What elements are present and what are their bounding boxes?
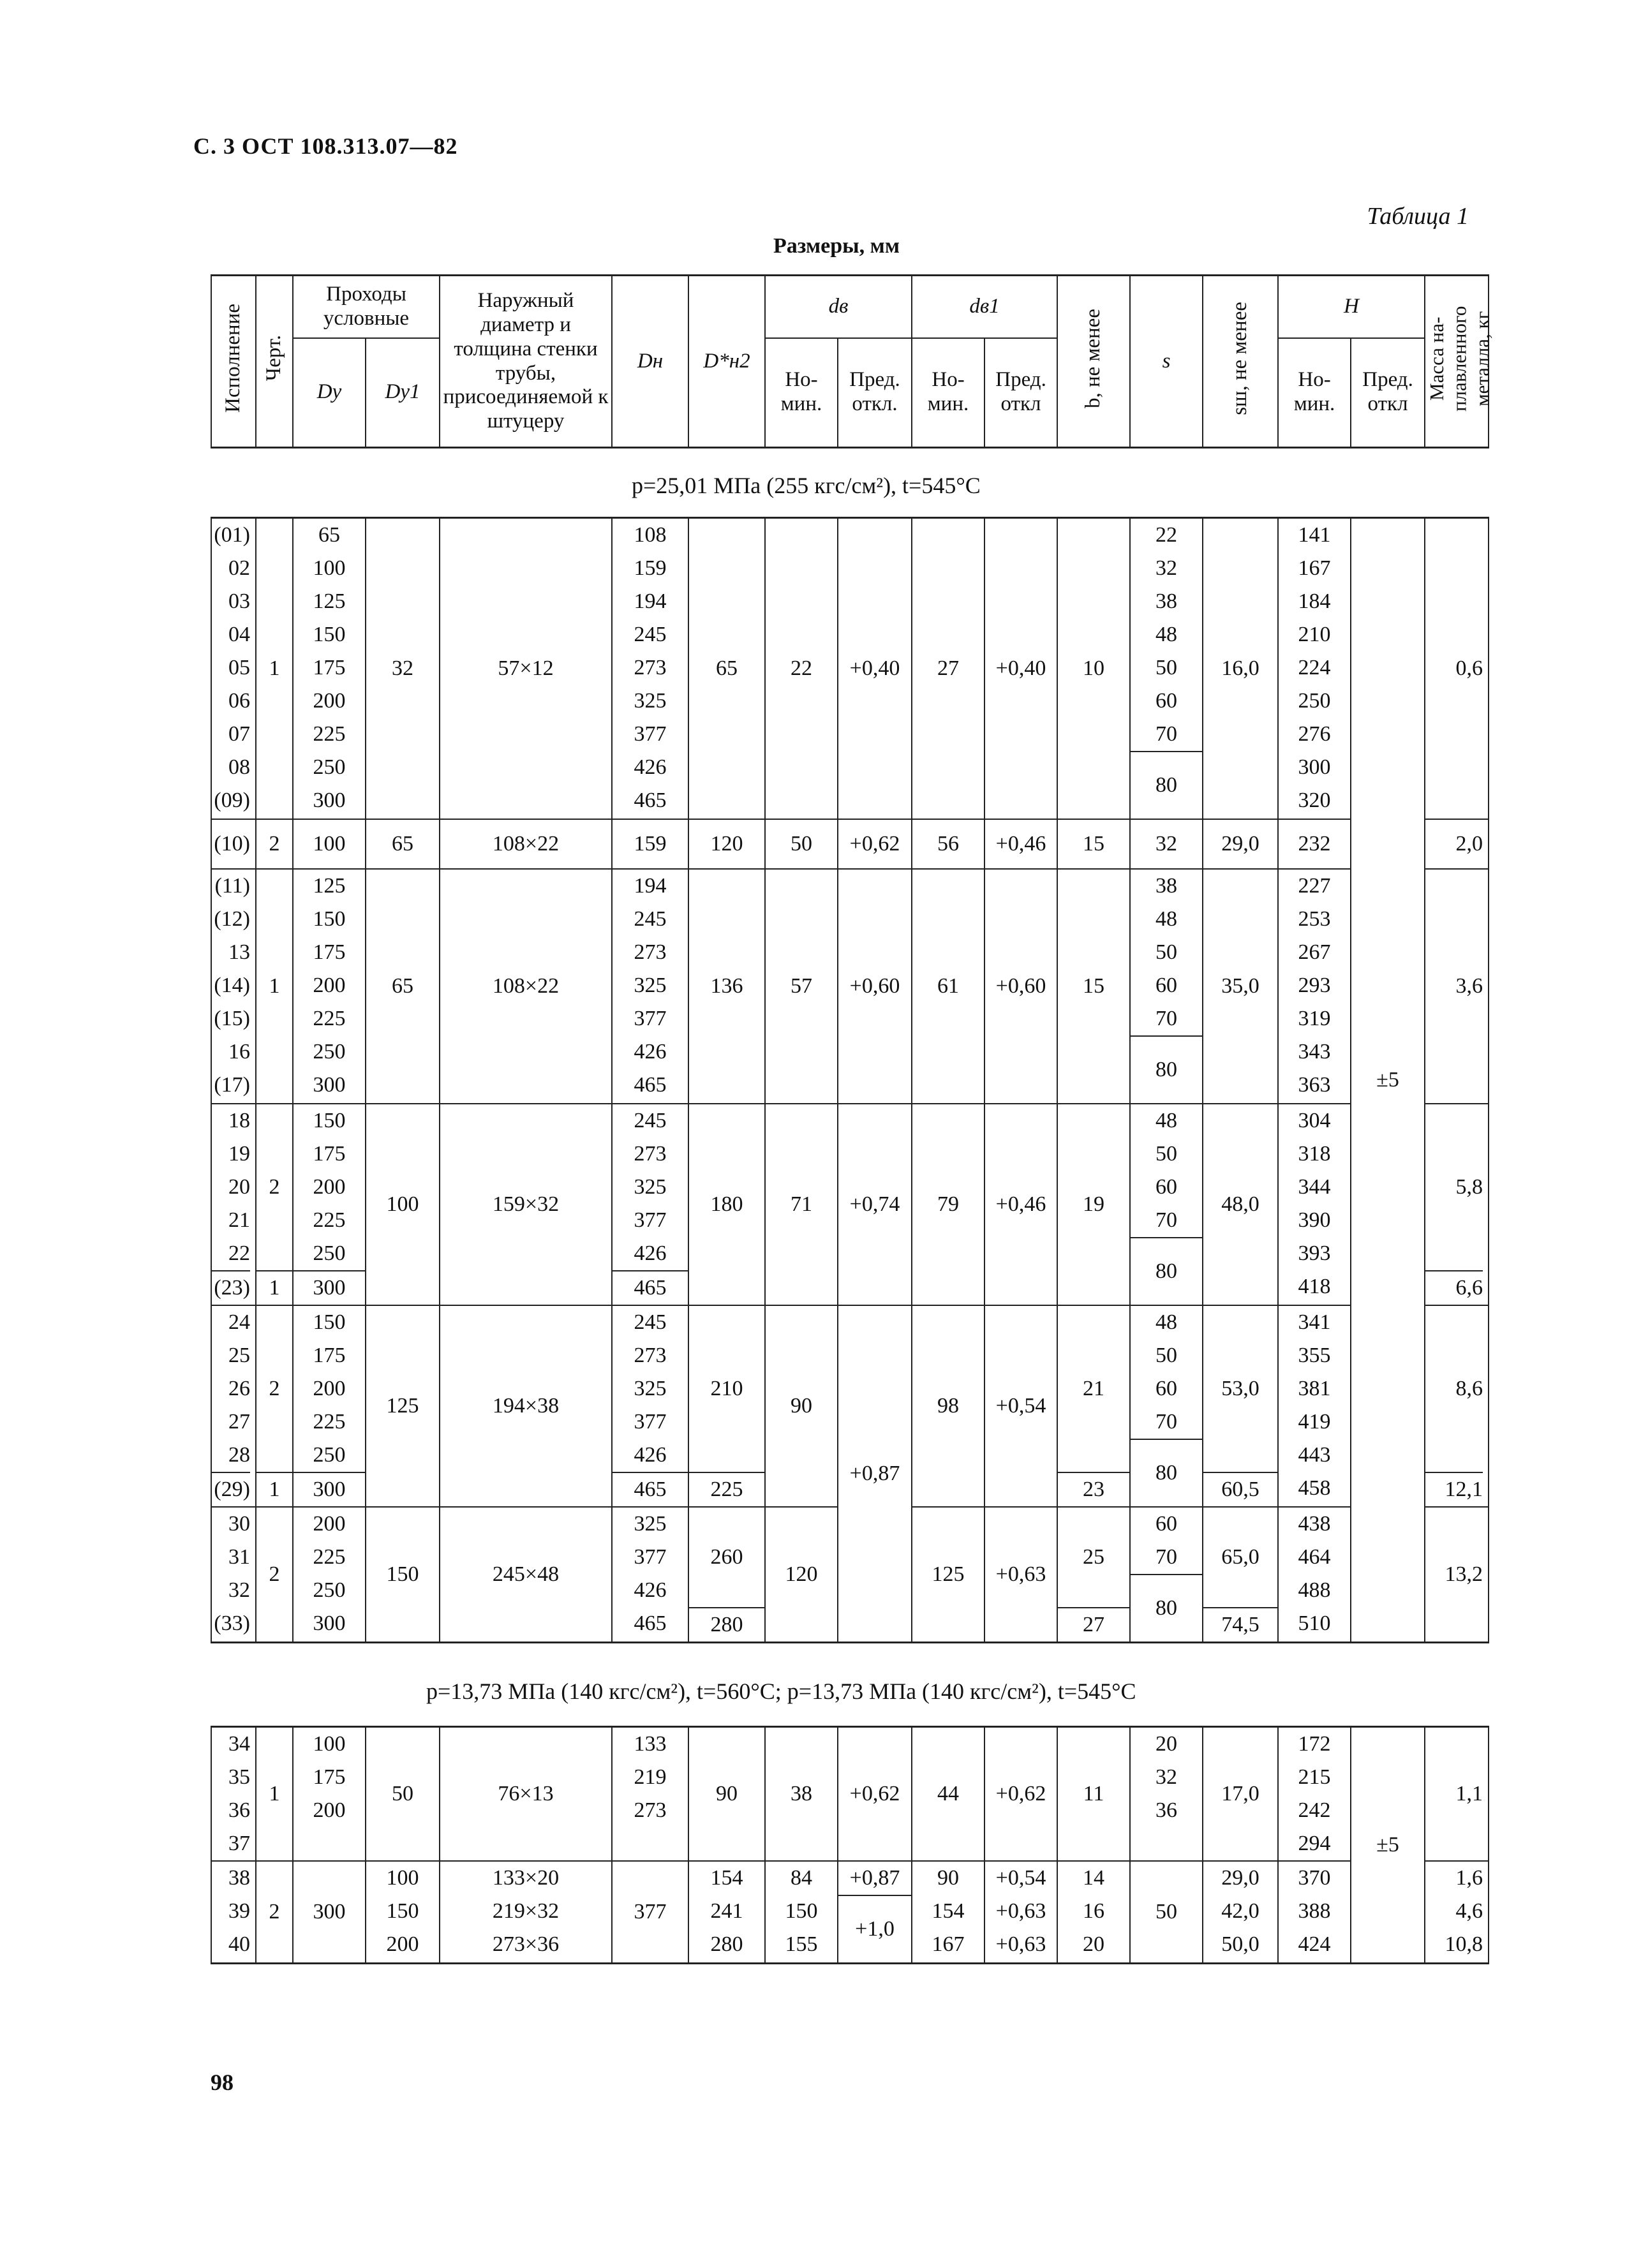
g4-dv1: 79	[912, 1104, 984, 1305]
g6-b: 25 27	[1057, 1507, 1130, 1643]
g1-s: 22 32 38 48 50 60 70 80	[1130, 518, 1203, 820]
h-tolerance-1: ±5	[1351, 518, 1425, 1643]
g3-dy1: 65	[366, 869, 440, 1104]
g3-b: 15	[1057, 869, 1130, 1104]
g5-b: 21 23	[1057, 1305, 1130, 1507]
g3-isp: (11) (12) 13 (14) (15) 16 (17)	[211, 869, 256, 1104]
col-dn2: D*н2	[688, 276, 765, 448]
table-caption: Размеры, мм	[773, 234, 900, 258]
g3-dv1-tol: +0,60	[984, 869, 1057, 1104]
g1-mass: 0,6	[1425, 518, 1489, 820]
g7-dv1: 44	[912, 1727, 984, 1862]
g6-mass: 13,2	[1425, 1507, 1489, 1643]
g5-mass: 8,6 12,1	[1425, 1305, 1489, 1507]
col-mass: Масса на- плавленного металла, кг	[1425, 276, 1489, 448]
condition-1: p=25,01 МПа (255 кгс/см²), t=545°С	[632, 473, 981, 498]
g8-dy: 300	[293, 1861, 366, 1964]
g6-dy: 200 225 250 300	[293, 1507, 366, 1643]
g1-pipe: 57×12	[440, 518, 612, 820]
col-dv: dв	[765, 276, 912, 338]
table-row	[211, 819, 1489, 869]
g1-dy1: 32	[366, 518, 440, 820]
g3-h: 227 253 267 293 319 343 363	[1278, 869, 1351, 1104]
g2-dn2: 120	[688, 819, 765, 869]
col-dy: Dу	[293, 338, 366, 448]
g8-isp: 38 39 40	[211, 1861, 256, 1964]
table-body-2	[211, 1726, 1489, 1964]
table-row	[211, 1727, 1489, 1862]
col-dy1: Dу1	[366, 338, 440, 448]
g5-chert: 2 1	[256, 1305, 293, 1507]
table-number: Таблица 1	[1367, 203, 1469, 230]
g8-dy1: 100 150 200	[366, 1861, 440, 1964]
col-b: b, не менее	[1057, 276, 1130, 448]
g3-mass: 3,6	[1425, 869, 1489, 1104]
g1-dn2: 65	[688, 518, 765, 820]
g7-dv-tol: +0,62	[838, 1727, 912, 1862]
g8-chert: 2	[256, 1861, 293, 1964]
g3-dv1: 61	[912, 869, 984, 1104]
g2-dn: 159	[612, 819, 688, 869]
g7-sw: 17,0	[1203, 1727, 1278, 1862]
g5-pipe: 194×38	[440, 1305, 612, 1507]
g5-dv1: 98	[912, 1305, 984, 1507]
page-header: С. 3 ОСТ 108.313.07—82	[193, 133, 458, 159]
g4-dn: 245 273 325 377 426 465	[612, 1104, 688, 1305]
g5-isp: 24 25 26 27 28 (29)	[211, 1305, 256, 1507]
g6-pipe: 245×48	[440, 1507, 612, 1643]
g5-dv1-tol: +0,54	[984, 1305, 1057, 1507]
g6-dv1-tol: +0,63	[984, 1507, 1057, 1643]
g7-pipe: 76×13	[440, 1727, 612, 1862]
g6-dv1: 125	[912, 1507, 984, 1643]
g6-dy1: 150	[366, 1507, 440, 1643]
g2-h: 232	[1278, 819, 1351, 869]
g8-dv1: 90 154 167	[912, 1861, 984, 1964]
g2-chert: 2	[256, 819, 293, 869]
g8-dn: 377	[612, 1861, 688, 1964]
g1-h: 141 167 184 210 224 250 276 300 320	[1278, 518, 1351, 820]
table-body-1	[211, 517, 1489, 1643]
g3-dy: 125 150 175 200 225 250 300	[293, 869, 366, 1104]
col-chert: Черт.	[256, 276, 293, 448]
g6-sw: 65,0 74,5	[1203, 1507, 1278, 1643]
page-number: 98	[211, 2070, 234, 2095]
g4-dv: 71	[765, 1104, 838, 1305]
g5-dy: 150 175 200 225 250 300	[293, 1305, 366, 1507]
g1-dv1: 27	[912, 518, 984, 820]
g3-sw: 35,0	[1203, 869, 1278, 1104]
g7-dv1-tol: +0,62	[984, 1727, 1057, 1862]
col-pipe: Наружный диаметр и толщина стенки трубы, присоединяемой к штуцеру	[440, 276, 612, 448]
g5-sw: 53,0 60,5	[1203, 1305, 1278, 1507]
col-isp: Исполнение	[211, 276, 256, 448]
dv-tol-shared: +0,87	[838, 1305, 912, 1643]
col-s: s	[1130, 276, 1203, 448]
table-row	[211, 869, 1489, 1104]
col-h-nom: Но- мин.	[1278, 338, 1351, 448]
g6-dn2: 260 280	[688, 1507, 765, 1643]
g3-dn2: 136	[688, 869, 765, 1104]
g2-mass: 2,0	[1425, 819, 1489, 869]
g7-chert: 1	[256, 1727, 293, 1862]
g4-pipe: 159×32	[440, 1104, 612, 1305]
g4-b: 19	[1057, 1104, 1130, 1305]
col-prohody: Проходы условные	[293, 276, 440, 338]
g8-dv-tol: +0,87 +1,0	[838, 1861, 912, 1964]
g8-s: 50	[1130, 1861, 1203, 1964]
g4-dy: 150 175 200 225 250 300	[293, 1104, 366, 1305]
g4-dn2: 180	[688, 1104, 765, 1305]
g6-dn: 325 377 426 465	[612, 1507, 688, 1643]
g5-dn2: 210 225	[688, 1305, 765, 1507]
col-dv1: dв1	[912, 276, 1057, 338]
g1-b: 10	[1057, 518, 1130, 820]
g7-dv: 38	[765, 1727, 838, 1862]
col-dv1-nom: Но- мин.	[912, 338, 984, 448]
g7-dy1: 50	[366, 1727, 440, 1862]
g3-s: 38 48 50 60 70 80	[1130, 869, 1203, 1104]
g7-dn2: 90	[688, 1727, 765, 1862]
g4-chert: 2 1	[256, 1104, 293, 1305]
g4-dv-tol: +0,74	[838, 1104, 912, 1305]
g3-dv-tol: +0,60	[838, 869, 912, 1104]
g4-isp: 18 19 20 21 22 (23)	[211, 1104, 256, 1305]
g3-dv: 57	[765, 869, 838, 1104]
g8-pipe: 133×20 219×32 273×36	[440, 1861, 612, 1964]
g1-isp: (01) 02 03 04 05 06 07 08 (09)	[211, 518, 256, 820]
g5-dn: 245 273 325 377 426 465	[612, 1305, 688, 1507]
g1-dn: 108 159 194 245 273 325 377 426 465	[612, 518, 688, 820]
g4-h: 304 318 344 390 393 418	[1278, 1104, 1351, 1305]
g5-s: 48 50 60 70 80	[1130, 1305, 1203, 1507]
g2-dv: 50	[765, 819, 838, 869]
g5-dy1: 125	[366, 1305, 440, 1507]
table-row	[211, 518, 1489, 820]
g6-dv: 120	[765, 1507, 838, 1643]
g5-dv: 90	[765, 1305, 838, 1507]
g2-dv-tol: +0,62	[838, 819, 912, 869]
g3-dn: 194 245 273 325 377 426 465	[612, 869, 688, 1104]
table-row	[211, 1104, 1489, 1305]
g2-isp: (10)	[211, 819, 256, 869]
g8-sw: 29,0 42,0 50,0	[1203, 1861, 1278, 1964]
g7-dy: 100 175 200	[293, 1727, 366, 1862]
g2-dy: 100	[293, 819, 366, 869]
g7-dn: 133 219 273	[612, 1727, 688, 1862]
g3-chert: 1	[256, 869, 293, 1104]
table-row	[211, 1861, 1489, 1964]
g1-dv-tol: +0,40	[838, 518, 912, 820]
g1-sw: 16,0	[1203, 518, 1278, 820]
g6-s: 60 70 80	[1130, 1507, 1203, 1643]
g4-mass: 5,8 6,6	[1425, 1104, 1489, 1305]
g6-h: 438 464 488 510	[1278, 1507, 1351, 1643]
g4-s: 48 50 60 70 80	[1130, 1104, 1203, 1305]
g7-isp: 34 35 36 37	[211, 1727, 256, 1862]
g7-b: 11	[1057, 1727, 1130, 1862]
g6-chert: 2	[256, 1507, 293, 1643]
g6-isp: 30 31 32 (33)	[211, 1507, 256, 1643]
g7-h: 172 215 242 294	[1278, 1727, 1351, 1862]
g2-s: 32	[1130, 819, 1203, 869]
g2-b: 15	[1057, 819, 1130, 869]
g7-s: 20 32 36	[1130, 1727, 1203, 1862]
g3-pipe: 108×22	[440, 869, 612, 1104]
g1-dy: 65 100 125 150 175 200 225 250 300	[293, 518, 366, 820]
condition-2: p=13,73 МПа (140 кгс/см²), t=560°С; p=13,73 МПа (140 кгс/см²), t=545°С	[426, 1679, 1136, 1704]
g4-sw: 48,0	[1203, 1104, 1278, 1305]
g2-pipe: 108×22	[440, 819, 612, 869]
g8-b: 14 16 20	[1057, 1861, 1130, 1964]
col-h-pred: Пред. откл	[1351, 338, 1425, 448]
table-row	[211, 1305, 1489, 1507]
col-h: H	[1278, 276, 1425, 338]
g1-dv: 22	[765, 518, 838, 820]
g8-dn2: 154 241 280	[688, 1861, 765, 1964]
g5-h: 341 355 381 419 443 458	[1278, 1305, 1351, 1507]
h-tolerance-2: ±5	[1351, 1727, 1425, 1964]
col-dv1-pred: Пред. откл	[984, 338, 1057, 448]
g1-chert: 1	[256, 518, 293, 820]
g2-dv1: 56	[912, 819, 984, 869]
g2-sw: 29,0	[1203, 819, 1278, 869]
col-dv-pred: Пред. откл.	[838, 338, 912, 448]
table-header	[211, 274, 1494, 448]
g2-dy1: 65	[366, 819, 440, 869]
g7-mass: 1,1	[1425, 1727, 1489, 1862]
col-dv-nom: Но- мин.	[765, 338, 838, 448]
g1-dv1-tol: +0,40	[984, 518, 1057, 820]
col-dn: Dн	[612, 276, 688, 448]
col-sw: sш, не менее	[1203, 276, 1278, 448]
g8-h: 370 388 424	[1278, 1861, 1351, 1964]
g8-mass: 1,6 4,6 10,8	[1425, 1861, 1489, 1964]
g2-dv1-tol: +0,46	[984, 819, 1057, 869]
g8-dv1-tol: +0,54 +0,63 +0,63	[984, 1861, 1057, 1964]
g8-dv: 84 150 155	[765, 1861, 838, 1964]
g4-dy1: 100	[366, 1104, 440, 1305]
g4-dv1-tol: +0,46	[984, 1104, 1057, 1305]
